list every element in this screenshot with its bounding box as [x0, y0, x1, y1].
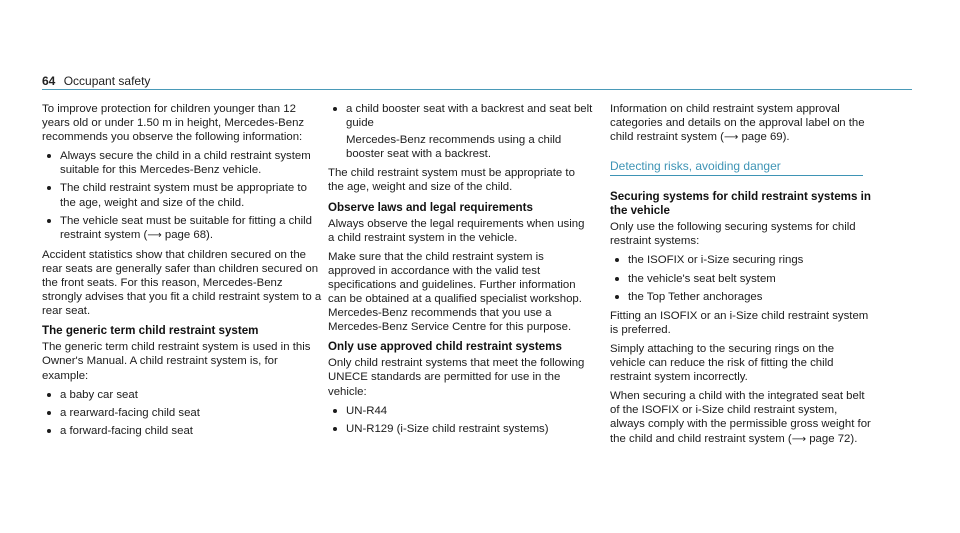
list-item: a forward-facing child seat	[42, 424, 325, 438]
standards-paragraph: Only child restraint systems that meet the following UNECE standards are permitted for use in the vehicle:	[328, 357, 585, 398]
section-title: Detecting risks, avoiding danger	[610, 159, 863, 176]
approved-paragraph: Make sure that the child restraint system is approved in accordance with the valid test specifications and guidelines. Further information can be obtained at a qualified specialist workshop. Mercedes-Benz recommends that you use a Mercedes-Benz Service Centre for this purpose.	[328, 250, 582, 334]
list-item: Always secure the child in a child restraint system suitable for this Mercedes-Benz vehicle.	[42, 149, 325, 177]
simply-paragraph: Simply attaching to the securing rings on the vehicle can reduce the risk of fitting the child restraint system incorrectly.	[610, 342, 835, 384]
bullet-icon	[615, 258, 619, 262]
list-item: The vehicle seat must be suitable for fitting a child restraint system (⟶ page 68).	[42, 214, 325, 243]
bullet-icon	[333, 409, 337, 413]
examples-list	[42, 388, 325, 438]
securing-systems-list	[610, 253, 872, 303]
bullet-icon	[47, 186, 51, 190]
list-item: a child booster seat with a backrest and seat belt guide Mercedes-Benz recommends using a child booster seat with a backrest.	[328, 102, 593, 161]
safety-bullet-list	[42, 149, 325, 243]
list-item: the ISOFIX or i-Size securing rings	[610, 253, 872, 267]
heading-securing-systems: Securing systems for child restraint systems in the vehicle	[610, 190, 871, 218]
intro-paragraph: To improve protection for children younger than 12 years old or under 1.50 m in height, Mercedes-Benz recommends you observe the following information:	[42, 103, 305, 144]
bullet-icon	[47, 411, 51, 415]
heading-laws: Observe laws and legal requirements	[328, 200, 533, 214]
generic-paragraph: The generic term child restraint system is used in this Owner's Manual. A child restraint system is, for example:	[42, 341, 311, 382]
booster-list	[328, 102, 593, 161]
statistics-paragraph: Accident statistics show that children secured on the rear seats are generally safer than children secured on the front seats. For this reason, Mercedes-Benz strongly advises that you fit a child restraint system to a rear seat.	[42, 248, 322, 318]
page-number: 64	[42, 74, 56, 88]
bullet-icon	[615, 295, 619, 299]
column-3	[610, 102, 872, 452]
list-item: the Top Tether anchorages	[610, 290, 872, 304]
page-header	[42, 74, 150, 88]
chapter-title: Occupant safety	[63, 74, 151, 88]
arrow-right-icon: ⟶	[147, 229, 162, 241]
list-item: the vehicle's seat belt system	[610, 272, 872, 286]
list-item: UN-R44	[328, 404, 593, 418]
appropriate-paragraph: The child restraint system must be appropriate to the age, weight and size of the child.	[328, 167, 575, 194]
list-item: a rearward-facing child seat	[42, 406, 325, 420]
list-item: The child restraint system must be appropriate to the age, weight and size of the child.	[42, 181, 325, 209]
preferred-paragraph: Fitting an ISOFIX or an i-Size child restraint system is preferred.	[610, 309, 869, 336]
booster-note: Mercedes-Benz recommends using a child booster seat with a backrest.	[346, 134, 562, 161]
bullet-icon	[615, 277, 619, 281]
arrow-right-icon: ⟶	[791, 433, 807, 445]
laws-paragraph: Always observe the legal requirements when using a child restraint system in the vehicle.	[328, 217, 585, 244]
heading-generic-term: The generic term child restraint system	[42, 324, 259, 338]
list-item: UN-R129 (i-Size child restraint systems)	[328, 422, 593, 436]
bullet-icon	[47, 429, 51, 433]
list-item: a baby car seat	[42, 388, 325, 402]
page-reference-link[interactable]: page 69	[741, 131, 783, 144]
bullet-icon	[47, 393, 51, 397]
arrow-right-icon: ⟶	[723, 132, 739, 144]
page-reference-link[interactable]: page 68	[164, 228, 207, 241]
heading-approved-systems: Only use approved child restraint systems	[328, 340, 562, 354]
bullet-icon	[333, 107, 337, 111]
info-paragraph: Information on child restraint system approval categories and details on the approval label on the child restraint system (⟶ page 69).	[610, 103, 865, 144]
only-use-paragraph: Only use the following securing systems for child restraint systems:	[610, 221, 856, 248]
weight-paragraph: When securing a child with the integrated seat belt of the ISOFIX or i-Size child restraint system, always comply with the permissible gross weight for the child and child restraint system (⟶ page 72).	[610, 390, 871, 445]
column-2	[328, 102, 593, 441]
bullet-icon	[47, 154, 51, 158]
header-rule	[42, 89, 912, 90]
standards-list	[328, 404, 593, 436]
bullet-icon	[333, 427, 337, 431]
column-1	[42, 102, 325, 443]
page-reference-link[interactable]: page 72	[809, 432, 851, 445]
bullet-icon	[47, 219, 51, 223]
